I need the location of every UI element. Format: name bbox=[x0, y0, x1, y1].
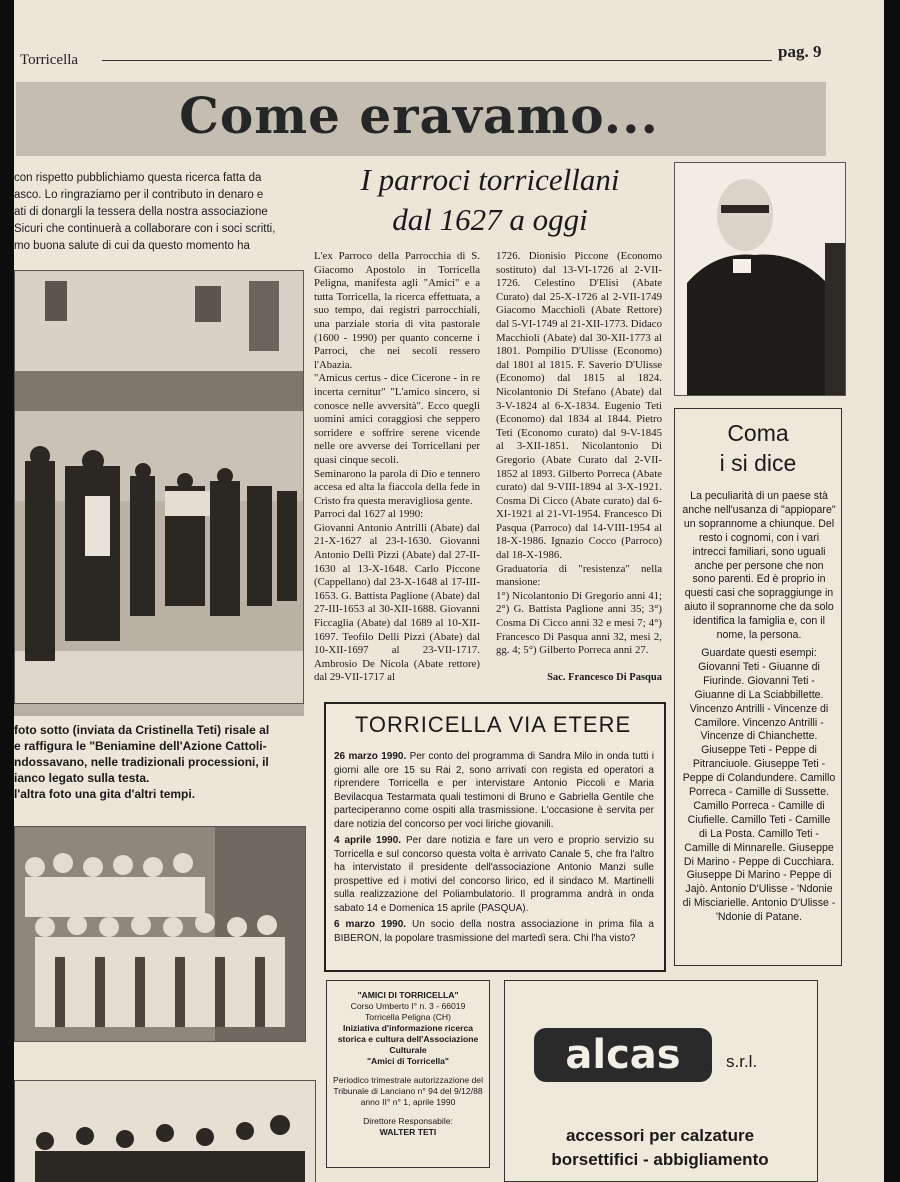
banner-title: Come eravamo... bbox=[179, 86, 659, 145]
masthead-line: "AMICI DI TORRICELLA" bbox=[357, 990, 459, 1000]
news-item-text: Per conto del programma di Sandra Milo in onda tutti i giorni alle ore 15 su Rai 2, sono arrivati con regista ed operatori a riprendere Torricella e per intervistare Antonio Piccoli e Maria Bevilacqua Testarmata quali testimoni di Bruno e Gabriella Gentile che parteciperanno come ospiti alla trasmissione. L'occasione è servita per dare notizia del concorso per voci liriche giovanili. bbox=[334, 751, 654, 830]
group-photo bbox=[14, 826, 306, 1042]
masthead-line: WALTER TETI bbox=[379, 1127, 437, 1137]
caption-line: foto sotto (inviata da Cristinella Teti) risale al bbox=[14, 723, 270, 737]
ad-line: borsettifici - abbigliamento bbox=[551, 1150, 769, 1169]
masthead-line: "Amici di Torricella" bbox=[366, 1056, 449, 1066]
article-paragraph: 1°) Nicolantonio Di Gregorio anni 41; 2°) G. Battista Paglione anni 35; 3°) Cosma Di Cicco anni 32 e mesi 7; 4°) Francesco Di Pasqua anni 32, mesi 2, gg. 4; 5°) Gilberto Porreca anni 27. bbox=[496, 589, 662, 657]
procession-photo-graphic bbox=[15, 271, 303, 703]
news-item bbox=[334, 834, 654, 915]
article-paragraph: Graduatoria di "resistenza" nella mansione: bbox=[496, 562, 662, 589]
masthead-line: Iniziativa d'informazione ricerca storica e cultura dell'Associazione Culturale bbox=[337, 1023, 479, 1055]
priest-portrait bbox=[674, 162, 846, 396]
intro-text bbox=[14, 170, 304, 255]
article-paragraph: "Amicus certus - dice Cicerone - in re incerta cernitur" "L'amico sincero, si conosce nelle avversità". Ecco quegli uomini amici coraggiosi che seppero sorridere e soffrire serene vicende nelle ore avverse dei Torricellani per quasi cinque secoli. bbox=[314, 372, 480, 466]
trip-photo bbox=[14, 1080, 316, 1182]
newspaper-page bbox=[14, 0, 884, 1182]
caption-line: ianco legato sulla testa. bbox=[14, 771, 150, 785]
intro-line: Sicuri che continuerà a collaborare con i soci scritti, bbox=[14, 223, 276, 235]
news-item-text: Un socio della nostra associazione in prima fila a BIBERON, la popolare trasmissione del martedì sera. Chi l'ha visto? bbox=[334, 919, 654, 944]
trip-photo-graphic bbox=[15, 1081, 315, 1182]
intro-line: ati di donargli la tessera della nostra associazione bbox=[14, 206, 268, 218]
sidebar-title-line: i si dice bbox=[719, 450, 797, 476]
alcas-logo: alcas bbox=[534, 1028, 712, 1082]
article-paragraph: Giovanni Antonio Antrilli (Abate) dal 21-X-1627 al 23-I-1630. Giovanni Antonio Delli Pizzi (Abate) dal 27-II-1630 al 13-X-1648. Carlo Piccone (Cappellano) dal 23-X-1648 al 17-III-1653. G. Battista Paglione (Abate) dal 27-III-1653 al 30-XII-1688. Giovanni Ficcaglia (Abate) dal 1689 al 10-XII-1697. Teofilo Delli Pizzi (Abate) dal 10-XII-1697 al 23-VII-1717. Ambrosio De Nicola (Abate rettore) dal 29-VII-1717 al bbox=[314, 521, 480, 684]
caption-line: e raffigura le "Beniamine dell'Azione Cattoli- bbox=[14, 739, 267, 753]
paper-name: Torricella bbox=[20, 52, 79, 68]
article-paragraph: Seminarono la parola di Dio e tennero accesa ed alta la fiaccola della fede in Cristo fra questa meravigliosa gente. bbox=[314, 467, 480, 507]
article-paragraph: 1726. Dionisio Piccone (Economo sostituto) dal 13-VI-1726 al 2-VII-1726. Celestino D'Elisi (Abate Curato) dal 25-X-1726 al 2-VII-1749 Giacomo Macchioli (Abate Rettore) dal 5-VI-1749 al 21-XII-1773. Didaco Macchioli (Abate) dal 30-XII-1773 al 1801. Pompilio D'Ulisse (Economo) dal 1801 al 1815. F. Saverio D'Ulisse (Economo) dal 1815 al 1824. Nicolantonio Di Stefano (Abate) dal 3-V-1824 al 6-X-1834. Eugenio Teti (Economo) dal 1834 al 1844. Pietro Teti (Economo curato) dal 9-V-1845 al 3-XII-1851. Nicolantonio Di Gregorio (Abate Curato dal 2-VII-1852 al 1893. Gilberto Porreca (Abate curato) dal 9-VIII-1894 al 3-X-1921. Cosma Di Cicco (Abate curato) dal 6-XI-1921 al 21-VI-1954. Francesco Di Pasqua (Parroco) dal 14-VIII-1954 al 18-X-1986. Ignazio Cocco (Parroco) dal 18-X-1986. bbox=[496, 250, 662, 562]
news-body bbox=[334, 750, 654, 948]
news-item-date: 6 marzo 1990. bbox=[334, 919, 407, 930]
news-item bbox=[334, 750, 654, 831]
news-item-text: Per dare notizia e fare un vero e proprio servizio su Torricella e sul concorso questa volta è arrivato Canale 5, che fra l'altro ha intervistato il presidente dell'associazione Antonio Manzi sulle prospettive ed i motivi del concorso lirico, ed il sindaco M. Martinelli sulla realizzazione del Poliambulatorio. Il programma andrà in onda sabato 14 e Domenica 15 aprile (PASQUA). bbox=[334, 835, 655, 914]
article-title-line: dal 1627 a oggi bbox=[392, 202, 588, 237]
masthead-line: Direttore Responsabile: bbox=[363, 1116, 453, 1126]
intro-line: con rispetto pubblichiamo questa ricerca fatta da bbox=[14, 172, 262, 184]
article-paragraph: Parroci dal 1627 al 1990: bbox=[314, 508, 424, 521]
article-column-2 bbox=[496, 250, 662, 658]
news-title: TORRICELLA VIA ETERE bbox=[354, 712, 632, 737]
photo-caption bbox=[14, 722, 304, 802]
masthead-line: Torricella Peligna (CH) bbox=[365, 1012, 451, 1022]
ad-company-suffix: s.r.l. bbox=[726, 1052, 758, 1071]
procession-photo bbox=[14, 270, 304, 704]
intro-line: asco. Lo ringraziamo per il contributo in denaro e bbox=[14, 189, 264, 201]
news-item bbox=[334, 918, 654, 945]
group-photo-graphic bbox=[15, 827, 305, 1041]
caption-divider bbox=[14, 704, 304, 716]
masthead-text bbox=[330, 990, 486, 1138]
article-title bbox=[310, 160, 670, 240]
article-title-line: I parroci torricellani bbox=[360, 162, 620, 197]
article-column-1 bbox=[314, 250, 480, 685]
article-paragraph: L'ex Parroco della Parrocchia di S. Giacomo Apostolo in Torricella Peligna, manifesta agli "Amici" e a tutta Torricella, la ricerca effettuata, a suo tempo, dai registri parrocchiali, una parziale storia di vita pastorale (1600 - 1990) per quanto concerne i Parroci, che nei secoli ressero l'Abazia. bbox=[314, 250, 480, 371]
priest-portrait-graphic bbox=[675, 163, 845, 395]
caption-line: l'altra foto una gita d'altri tempi. bbox=[14, 787, 196, 801]
ad-line: accessori per calzature bbox=[565, 1126, 755, 1145]
article-signature: Sac. Francesco Di Pasqua bbox=[547, 672, 662, 683]
sidebar-paragraph: Guardate questi esempi: Giovanni Teti - Giuanne di Fiurinde. Giovanni Teti - Giuanne di La Sciabbillette. Vincenzo Antrilli - Vincenze di Camilore. Vincenzo Antrilli - Vincenze di Chianchette. Giuseppe Teti - Peppe di Pitranciuole. Giuseppe Teti - Peppe di Colandundere. Camillo Porreca - Camille di Sussette. Camillo Porreca - Camille di Ciufielle. Camillo Teti - Camille di La Posta. Camillo Teti - Camille di Minnarelle. Giuseppe Di Marino - Peppe di Cucchiara. Giuseppe Di Marino - Peppe di Jajò. Antonio D'Ulisse - 'Ndonie di Misciarielle. Antonio D'Ulisse - 'Ndonie di Patane. bbox=[682, 646, 836, 924]
news-item-date: 26 marzo 1990. bbox=[334, 751, 407, 762]
sidebar-text bbox=[682, 490, 836, 929]
masthead-line: Corso Umberto I° n. 3 - 66019 bbox=[350, 1001, 466, 1011]
sidebar-title bbox=[674, 418, 842, 478]
header-rule bbox=[102, 60, 772, 61]
page-number: pag. 9 bbox=[778, 42, 822, 61]
caption-line: ndossavano, nelle tradizionali processioni, il bbox=[14, 755, 269, 769]
masthead-line: Periodico trimestrale autorizzazione del Tribunale di Lanciano n° 94 del 9/12/88 anno II° n° 1, aprile 1990 bbox=[333, 1075, 483, 1107]
sidebar-paragraph: La peculiarità di un paese stà anche nell'usanza di "appiopare" un soprannome a chiunque. Del resto i cognomi, con i vari intrecci familiari, sono uguali anche per persone che non sono parenti. Ed è proprio in questi casi che sopraggiunge in aiuto il soprannome che da solo identifica la famiglia e, con il nome, la persona. bbox=[682, 490, 836, 642]
news-item-date: 4 aprile 1990. bbox=[334, 835, 402, 846]
sidebar-title-line: Coma bbox=[727, 420, 789, 446]
intro-line: mo buona salute di cui da questo momento ha bbox=[14, 240, 250, 252]
